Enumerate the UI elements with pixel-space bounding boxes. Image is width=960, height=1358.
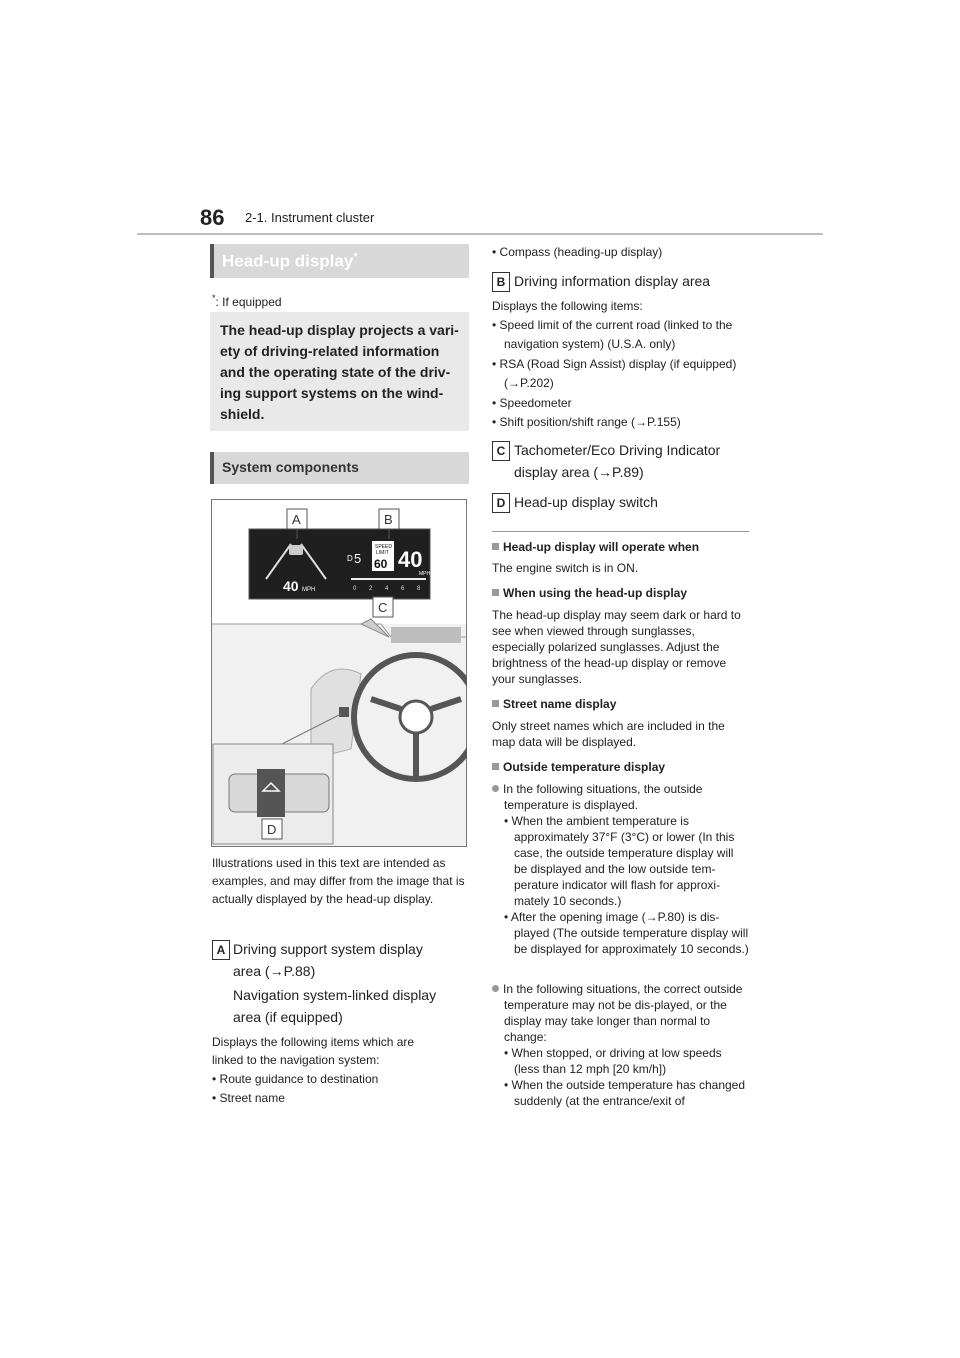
callout-b: B bbox=[384, 512, 393, 527]
round-bullet-icon bbox=[492, 785, 499, 792]
hud-left-unit: MPH bbox=[302, 587, 316, 593]
note-2-heading bbox=[492, 585, 687, 601]
components-tick bbox=[210, 452, 214, 484]
item-c-title-line-1: Tachometer/Eco Driving Indicator bbox=[514, 442, 721, 458]
hud-gear-number: 5 bbox=[354, 551, 362, 566]
item-a-bullet-2: • Street name bbox=[212, 1091, 285, 1105]
steering-hub bbox=[400, 701, 432, 733]
badge-d: D bbox=[492, 493, 510, 513]
section-heading-text: Head-up display bbox=[222, 251, 354, 271]
callout-c: C bbox=[378, 600, 388, 615]
heading-asterisk: * bbox=[353, 251, 358, 263]
footnote-asterisk: * bbox=[212, 293, 216, 303]
item-b-bullet-1: • Speed limit of the current road (linked to the navigation system) (U.S.A. only) bbox=[492, 318, 733, 351]
square-bullet-icon bbox=[492, 763, 499, 770]
item-b-bullet-3: • Speedometer bbox=[492, 396, 572, 410]
note-2-text: The head-up display may seem dark or hard to see when viewed through sunglasses, especially polarized sunglasses. Adjust the brightness of the head-up display or remove your sunglasses. bbox=[492, 608, 741, 686]
square-bullet-icon bbox=[492, 700, 499, 707]
heading-tick bbox=[210, 244, 214, 278]
tacho-tick-2: 2 bbox=[369, 586, 373, 592]
item-c-title-line-2: display area (→P.89) bbox=[514, 464, 644, 480]
round-bullet-icon bbox=[492, 985, 499, 992]
item-a-title-line-1: Driving support system display bbox=[233, 941, 423, 957]
note-4-title: Outside temperature display bbox=[503, 760, 666, 774]
note-4-para-1 bbox=[492, 781, 750, 957]
item-b-desc: Displays the following items: bbox=[492, 299, 643, 313]
note-1-text: The engine switch is in ON. bbox=[492, 561, 639, 575]
page-number: 86 bbox=[200, 205, 225, 230]
square-bullet-icon bbox=[492, 589, 499, 596]
tacho-tick-6: 6 bbox=[401, 586, 405, 592]
square-bullet-icon bbox=[492, 543, 499, 550]
item-b-title: Driving information display area bbox=[514, 273, 711, 289]
item-b-bullet-2: • RSA (Road Sign Assist) display (if equipped) (→P.202) bbox=[492, 357, 737, 390]
note-4-para-2 bbox=[492, 981, 750, 1109]
badge-c: C bbox=[492, 441, 510, 461]
callout-a: A bbox=[292, 512, 301, 527]
note-4-para-2-bullet-1: • When stopped, or driving at low speeds (less than 12 mph [20 km/h]) bbox=[504, 1046, 722, 1076]
speed-limit-label-2: LIMIT bbox=[376, 550, 389, 556]
compass-bullet: • Compass (heading-up display) bbox=[492, 245, 663, 259]
footnote bbox=[212, 293, 282, 309]
chapter-title: 2-1. Instrument cluster bbox=[245, 210, 375, 225]
note-4-para-1-bullet-1: • When the ambient temperature is approximately 37°F (3°C) or lower (In this case, the outside temperature display will be displayed and the low outside tem-perature indicator will flash for approxi-mately 10 seconds.) bbox=[504, 814, 735, 908]
item-a-title-line-2: area (→P.88) bbox=[233, 963, 316, 979]
footnote-text: : If equipped bbox=[215, 295, 282, 309]
item-a-title-line-3: Navigation system-linked display bbox=[233, 987, 437, 1003]
components-heading-bar bbox=[210, 452, 469, 484]
note-4-para-2-text: In the following situations, the correct outside temperature may not be dis-played, or the display may take longer than normal to change: bbox=[503, 982, 743, 1044]
note-1-heading bbox=[492, 539, 699, 555]
tacho-tick-8: 8 bbox=[417, 586, 421, 592]
item-b-bullet-4: • Shift position/shift range (→P.155) bbox=[492, 415, 681, 429]
hud-left-speed: 40 bbox=[283, 578, 299, 594]
hud-right-unit: MPH bbox=[419, 571, 431, 577]
badge-a: A bbox=[212, 940, 230, 960]
note-1-title: Head-up display will operate when bbox=[503, 540, 700, 554]
dash-panel bbox=[391, 627, 461, 643]
intro-text: The head-up display projects a vari-ety of driving-related information and the operating state of the driv-ing support systems on the wind-shield. bbox=[220, 322, 459, 422]
lead-car bbox=[289, 545, 303, 555]
tacho-tick-4: 4 bbox=[385, 586, 389, 592]
note-3-text: Only street names which are included in the map data will be displayed. bbox=[492, 719, 725, 749]
note-4-para-2-bullet-2: • When the outside temperature has changed suddenly (at the entrance/exit of bbox=[504, 1078, 746, 1108]
note-3-title: Street name display bbox=[503, 697, 617, 711]
intro-box bbox=[210, 312, 469, 431]
item-a-desc-line-2: linked to the navigation system: bbox=[212, 1053, 380, 1067]
tacho-tick-0: 0 bbox=[353, 586, 357, 592]
callout-d: D bbox=[267, 822, 277, 837]
item-a-desc-line-1: Displays the following items which are bbox=[212, 1035, 415, 1049]
hud-illustration-svg bbox=[211, 499, 467, 847]
header-rule bbox=[137, 233, 823, 235]
item-a-bullet-1: • Route guidance to destination bbox=[212, 1072, 379, 1086]
speed-limit-value: 60 bbox=[374, 557, 388, 571]
item-d-title: Head-up display switch bbox=[514, 494, 658, 510]
section-heading-bar bbox=[210, 244, 469, 278]
note-4-para-1-text: In the following situations, the outside temperature is displayed. bbox=[503, 782, 703, 812]
note-4-para-1-bullet-2: • After the opening image (→P.80) is dis-played (The outside temperature display will be displayed for approximately 10 seconds.) bbox=[504, 910, 749, 956]
hud-illustration bbox=[211, 499, 467, 847]
figure-caption: Illustrations used in this text are intended as examples, and may differ from the image that is actually displayed by the head-up display. bbox=[212, 856, 465, 906]
small-button bbox=[339, 707, 349, 717]
speed-limit-label-1: SPEED bbox=[375, 544, 392, 550]
note-4-heading bbox=[492, 759, 665, 775]
item-a-title-line-4: area (if equipped) bbox=[233, 1009, 343, 1025]
badge-b: B bbox=[492, 272, 510, 292]
hud-right-speed: 40 bbox=[398, 547, 423, 572]
notes-divider bbox=[492, 531, 749, 532]
hud-switch bbox=[257, 769, 285, 817]
note-2-title: When using the head-up display bbox=[503, 586, 688, 600]
note-3-heading bbox=[492, 696, 616, 712]
components-heading: System components bbox=[222, 459, 359, 475]
hud-gear-letter: D bbox=[347, 554, 353, 563]
section-heading bbox=[222, 251, 358, 272]
